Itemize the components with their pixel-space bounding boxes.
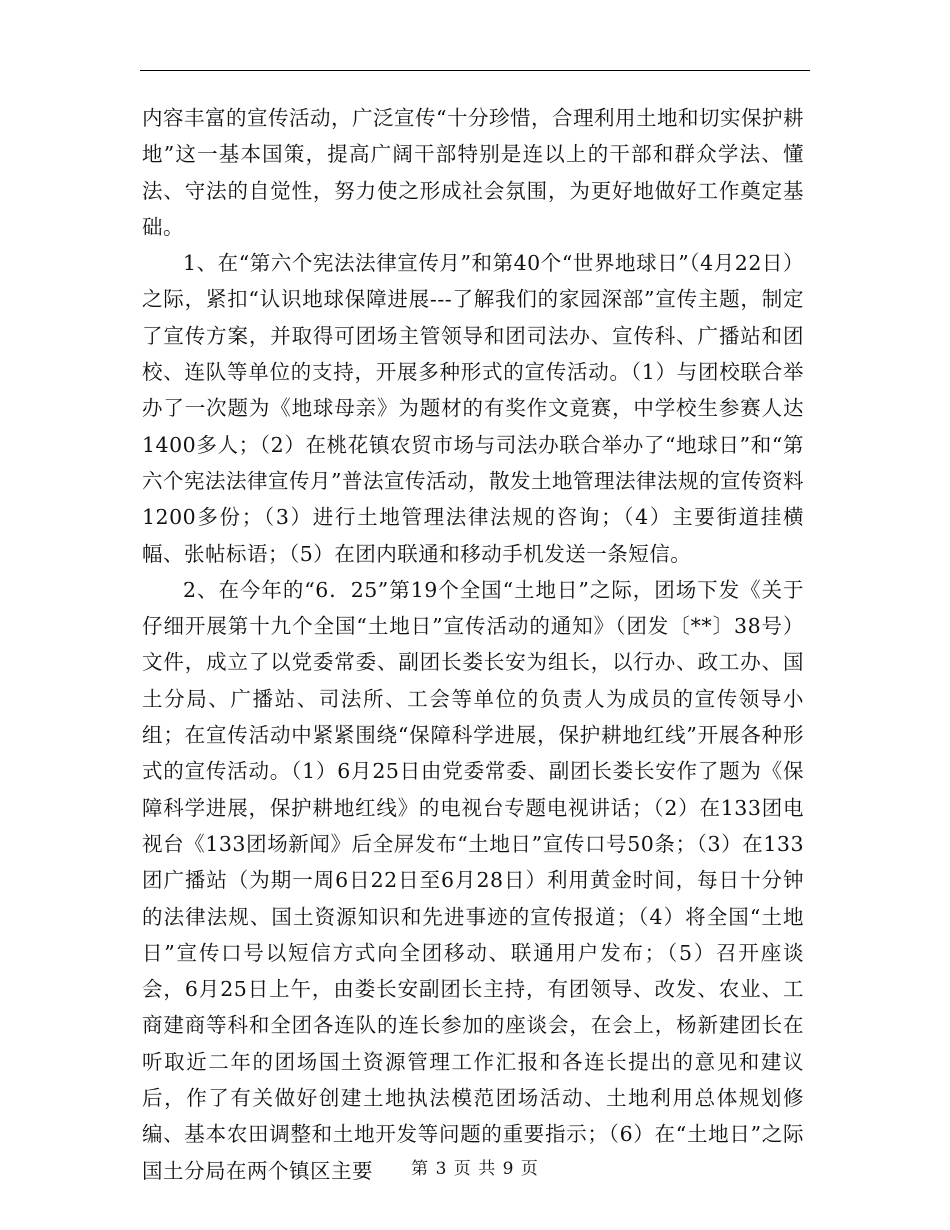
- header-rule: [140, 70, 810, 71]
- page-footer: 第 3 页 共 9 页: [411, 1159, 539, 1179]
- document-body: [142, 100, 804, 1189]
- paragraph-item-1: 1、在“第六个宪法法律宣传月”和第40个“世界地球日”（4月22日）之际，紧扣“认识地球保障进展---了解我们的家园深部”宣传主题，制定了宣传方案，并取得可团场主管领导和团司法办、宣传科、广播站和团校、连队等单位的支持，开展多种形式的宣传活动。（1）与团校联合举办了一次题为《地球母亲》为题材的有奖作文竟赛，中学校生参赛人达1400多人；（2）在桃花镇农贸市场与司法办联合举办了“地球日”和“第六个宪法法律宣传月”普法宣传活动，散发土地管理法律法规的宣传资料1200多份；（3）进行土地管理法律法规的咨询；（4）主要街道挂横幅、张帖标语；（5）在团内联通和移动手机发送一条短信。: [142, 251, 804, 566]
- paragraph-item-2: 2、在今年的“6．25”第19个全国“土地日”之际，团场下发《关于仔细开展第十九个全国“土地日”宣传活动的通知》（团发〔**〕38号）文件，成立了以党委常委、副团长娄长安为组长，以行办、政工办、国土分局、广播站、司法所、工会等单位的负责人为成员的宣传领导小组；在宣传活动中紧紧围绕“保障科学进展，保护耕地红线”开展各种形式的宣传活动。（1）6月25日由党委常委、副团长娄长安作了题为《保障科学进展，保护耕地红线》的电视台专题电视讲话；（2）在133团电视台《133团场新闻》后全屏发布“土地日”宣传口号50条；（3）在133团广播站（为期一周6日22日至6月28日）利用黄金时间，每日十分钟的法律法规、国土资源知识和先进事迹的宣传报道；（4）将全国“土地日”宣传口号以短信方式向全团移动、联通用户发布；（5）召开座谈会，6月25日上午，由娄长安副团长主持，有团领导、改发、农业、工商建商等科和全团各连队的连长参加的座谈会，在会上，杨新建团长在听取近二年的团场国土资源管理工作汇报和各连长提出的意见和建议后，作了有关做好创建土地执法模范团场活动、土地利用总体规划修编、基本农田调整和土地开发等问题的重要指示；（6）在“土地日”之际国土分局在两个镇区主要: [142, 577, 804, 1183]
- paragraph-continuation: 内容丰富的宣传活动，广泛宣传“十分珍惜，合理利用土地和切实保护耕地”这一基本国策，提高广阔干部特别是连以上的干部和群众学法、懂法、守法的自觉性，努力使之形成社会氛围，为更好地做好工作奠定基础。: [142, 106, 804, 239]
